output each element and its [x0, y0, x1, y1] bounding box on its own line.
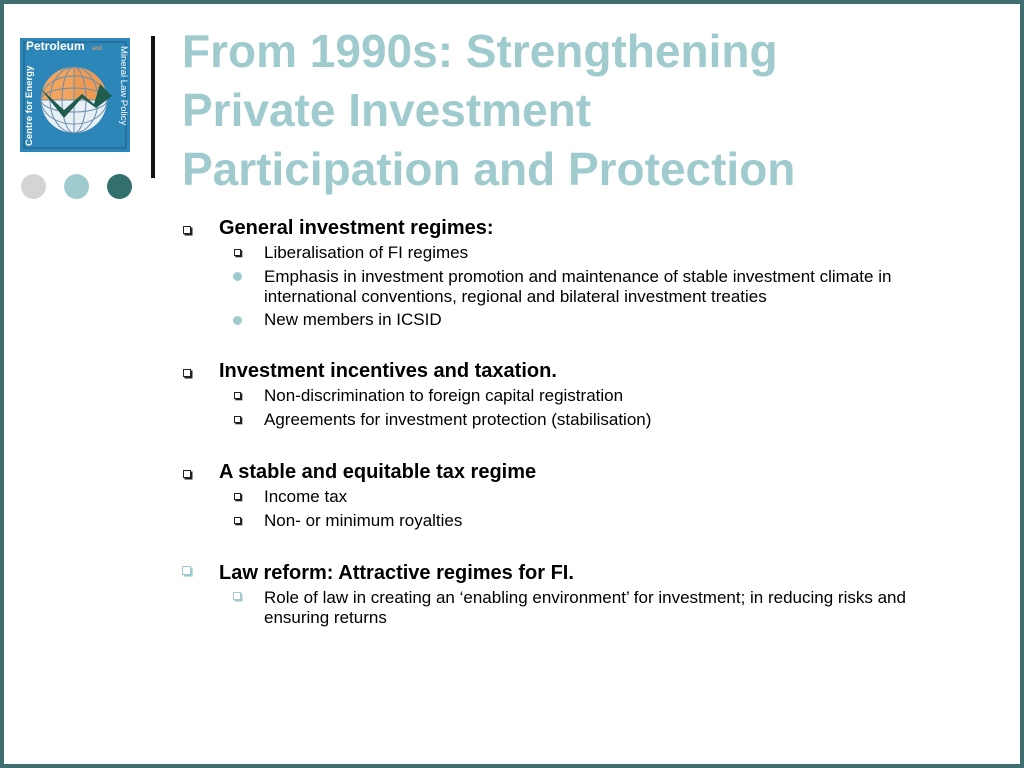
dot-bullet-icon: [233, 316, 242, 325]
list-item: Emphasis in investment promotion and maintenance of stable investment climate in international conventions, regional and bilateral investment treaties: [264, 267, 892, 306]
square-bullet-icon: [234, 493, 241, 500]
slide-title-line: From 1990s: Strengthening: [182, 25, 778, 77]
square-bullet-icon: [234, 416, 241, 423]
section-heading: General investment regimes:: [219, 217, 494, 239]
section-heading: Investment incentives and taxation.: [219, 360, 557, 382]
square-bullet-icon: [183, 369, 191, 377]
list-item: New members in ICSID: [264, 310, 442, 329]
slide-title-line: Private Investment: [182, 84, 592, 136]
list-item: Agreements for investment protection (stabilisation): [264, 410, 652, 429]
list-item: Non- or minimum royalties: [264, 511, 463, 530]
square-bullet-icon: [234, 392, 241, 399]
svg-text:Petroleum: Petroleum: [26, 39, 85, 53]
square-bullet-icon: [183, 226, 191, 234]
svg-text:Mineral Law Policy: Mineral Law Policy: [118, 46, 129, 126]
square-bullet-icon: [182, 566, 191, 575]
square-bullet-icon: [234, 249, 241, 256]
list-item: Role of law in creating an ‘enabling environment’ for investment; in reducing risks and ensuring returns: [264, 588, 906, 627]
svg-text:Centre for Energy: Centre for Energy: [24, 65, 35, 146]
section-heading: Law reform: Attractive regimes for FI.: [219, 562, 574, 584]
list-item: Non-discrimination to foreign capital registration: [264, 386, 624, 405]
list-item: Income tax: [264, 487, 348, 506]
dot-bullet-icon: [233, 272, 242, 281]
square-bullet-icon: [233, 592, 241, 600]
slide-title-line: Participation and Protection: [182, 143, 796, 195]
section-heading: A stable and equitable tax regime: [219, 461, 537, 483]
square-bullet-icon: [183, 470, 191, 478]
square-bullet-icon: [234, 517, 241, 524]
list-item: Liberalisation of FI regimes: [264, 243, 469, 262]
svg-text:and: and: [92, 46, 103, 52]
